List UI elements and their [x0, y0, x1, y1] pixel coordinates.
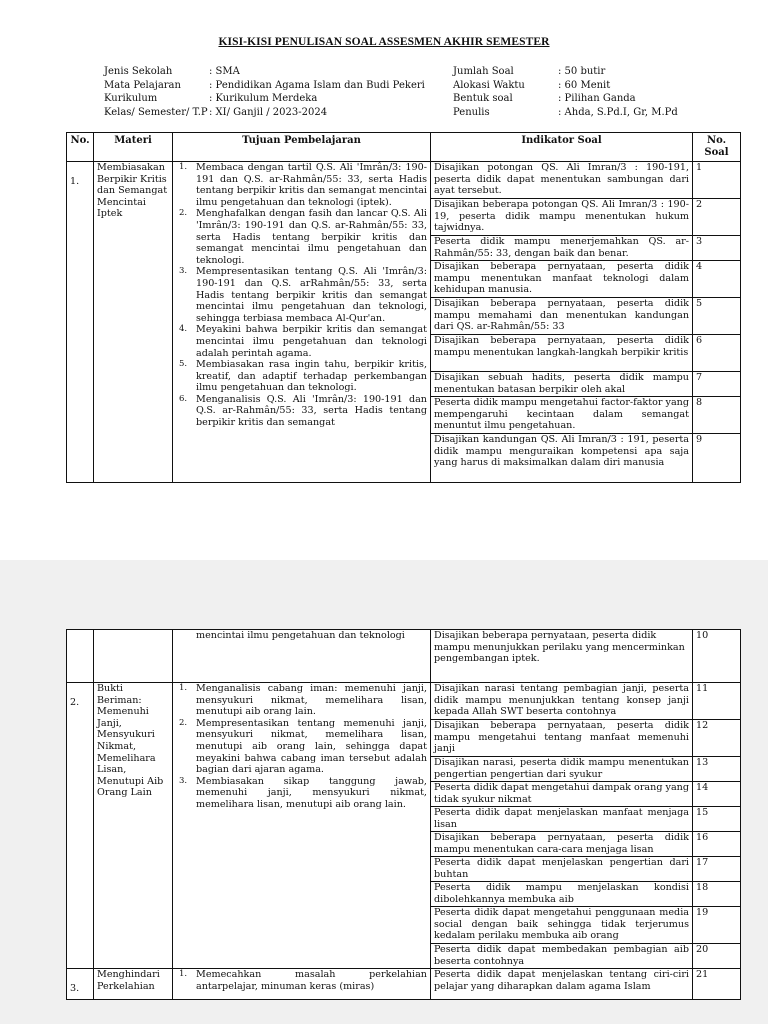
tujuan-item-text: Meyakini bahwa berpikir kritis dan semangat mencintai ilmu pengetahuan dan teknologi adalah perintah agama.: [196, 324, 427, 359]
tujuan-item: [179, 717, 427, 776]
no-soal-item: 2: [693, 199, 740, 236]
meta-value: : Ahda, S.Pd.I, Gr, M.Pd: [558, 106, 678, 118]
no-soal-item: 17: [693, 857, 740, 882]
tujuan-cell: [173, 683, 431, 969]
no-soal-item: 3: [693, 236, 740, 261]
meta-row: [104, 92, 425, 106]
tujuan-item-text: Mempresentasikan tentang Q.S. Ali 'Imrân/3: 190-191 dan Q.S. arRahmân/55: 33, serta Hadis tentang berpikir kritis dan semangat mencintai ilmu pengetahuan dan teknologi, sehingga terbiasa membaca Al-Qur'an.: [196, 266, 427, 324]
tujuan-item-number: 1.: [179, 969, 188, 979]
meta-key: Kurikulum: [104, 93, 158, 104]
header-materi: Materi: [94, 133, 173, 162]
indikator-item: Peserta didik mampu menerjemahkan QS. ar-Rahmân/55: 33, dengan baik dan benar.: [431, 236, 692, 261]
indikator-item: Disajikan narasi, peserta didik mampu menentukan pengertian pengertian dari syukur: [431, 757, 692, 782]
row-number: [67, 630, 94, 683]
indikator-item: Disajikan beberapa pernyataan, peserta didik mampu menentukan manfaat teknologi dalam kehidupan manusia.: [431, 261, 692, 298]
row-number: 3.: [67, 969, 94, 1000]
tujuan-item-text: Menganalisis cabang iman: memenuhi janji, mensyukuri nikmat, memelihara lisan, menutupi aib orang lain.: [196, 683, 427, 718]
tujuan-item: [179, 162, 427, 208]
tujuan-item-number: 5.: [179, 359, 188, 370]
no-soal-item: 21: [696, 969, 709, 980]
no-soal-item: 14: [693, 782, 740, 807]
meta-key: Kelas/ Semester/ T.P: [104, 106, 208, 118]
no-soal-item: 5: [693, 298, 740, 335]
no-soal-item: 7: [693, 372, 740, 397]
table-header-row: [67, 133, 741, 162]
meta-key: Alokasi Waktu: [453, 79, 525, 91]
document-title: KISI-KISI PENULISAN SOAL ASSESMEN AKHIR SEMESTER: [218, 36, 550, 48]
tujuan-item-text: Membaca dengan tartil Q.S. Ali 'Imrân/3: 190-191 dan Q.S. ar-Rahmân/55: 33, serta Hadis tentang berpikir kritis dan semangat mencintai ilmu pengetahuan dan teknologi (iptek).: [196, 162, 427, 208]
indikator-cell: [431, 683, 693, 969]
no-soal-cell: [693, 683, 741, 969]
materi-cell: Membiasakan Berpikir Kritis dan Semangat Mencintai Iptek: [94, 162, 173, 483]
meta-row: [104, 79, 425, 93]
tujuan-item-number: 3.: [179, 775, 188, 786]
no-soal-item: 12: [693, 720, 740, 757]
indikator-item: Peserta didik dapat menjelaskan manfaat menjaga lisan: [431, 807, 692, 832]
tujuan-item-number: 6.: [179, 393, 188, 404]
header-no-soal: No. Soal: [693, 133, 741, 162]
indikator-cell: [431, 162, 693, 483]
tujuan-cell: [173, 630, 431, 683]
indikator-item: Disajikan beberapa pernyataan, peserta didik mampu memahami dan menentukan kandungan dari QS. ar-Rahmân/55: 33: [431, 298, 692, 335]
tujuan-item-text: Membiasakan rasa ingin tahu, berpikir kritis, kreatif, dan adaptif terhadap perkembangan ilmu pengetahuan dan teknologi.: [196, 359, 427, 394]
no-soal-cell: [693, 162, 741, 483]
meta-value: : XI/ Ganjil / 2023-2024: [209, 106, 328, 118]
indikator-item: Peserta didik dapat menjelaskan tentang ciri-ciri pelajar yang diharapkan dalam agama Islam: [434, 969, 689, 992]
no-soal-item: 19: [693, 907, 740, 944]
header-tujuan: Tujuan Pembelajaran: [173, 133, 431, 162]
header-indikator: Indikator Soal: [431, 133, 693, 162]
indikator-cell: [431, 969, 693, 1000]
indikator-item: Peserta didik mampu menjelaskan kondisi dibolehkannya membuka aib: [431, 882, 692, 907]
tujuan-item: [179, 359, 427, 394]
indikator-item: Disajikan potongan QS. Ali Imran/3 : 190-191, peserta didik dapat menentukan sambungan dari ayat tersebut.: [431, 162, 692, 199]
meta-right: [453, 65, 678, 119]
indikator-item: Peserta didik mampu mengetahui factor-faktor yang mempengaruhi kecintaan dalam semangat menuntut ilmu pengetahuan.: [431, 397, 692, 434]
tujuan-cell: [173, 162, 431, 483]
indikator-item: Disajikan kandungan QS. Ali Imran/3 : 191, peserta didik mampu menguraikan kompetensi apa saja yang harus di maksimalkan dalam diri manusia: [434, 434, 689, 469]
indikator-cell: Disajikan beberapa pernyataan, peserta didik mampu menunjukkan perilaku yang mencerminkan pengembangan iptek.: [431, 630, 693, 683]
indikator-item: Disajikan beberapa pernyataan, peserta didik mampu menentukan langkah-langkah berpikir kritis: [431, 335, 692, 372]
no-soal-item: 18: [693, 882, 740, 907]
no-soal-item: 11: [693, 683, 740, 720]
tujuan-item-number: 3.: [179, 266, 188, 277]
table-row-continuation: [67, 630, 741, 683]
tujuan-item-number: 2.: [179, 717, 188, 728]
meta-value: : SMA: [209, 66, 240, 77]
tujuan-continuation-text: mencintai ilmu pengetahuan dan teknologi: [196, 630, 405, 641]
grid-table-page-1: [66, 132, 741, 483]
no-soal-item: 15: [693, 807, 740, 832]
materi-cell: Bukti Beriman: Memenuhi Janji, Mensyukuri Nikmat, Memelihara Lisan, Menutupi Aib Orang Lain: [94, 683, 173, 969]
tujuan-item-number: 4.: [179, 324, 188, 335]
meta-row: [453, 106, 678, 120]
indikator-item: Peserta didik dapat mengetahui dampak orang yang tidak syukur nikmat: [431, 782, 692, 807]
meta-value: : 60 Menit: [558, 79, 611, 91]
header-no: No.: [67, 133, 94, 162]
indikator-item: Disajikan beberapa pernyataan, peserta didik mampu menentukan cara-cara menjaga lisan: [431, 832, 692, 857]
no-soal-item: 4: [693, 261, 740, 298]
no-soal-item: 6: [693, 335, 740, 372]
tujuan-item: [179, 683, 427, 718]
indikator-item: Disajikan beberapa potongan QS. Ali Imran/3 : 190-19, peserta didik mampu menentukan hukum tajwidnya.: [431, 199, 692, 236]
meta-value: : Pendidikan Agama Islam dan Budi Pekeri: [209, 79, 425, 91]
page-2: [0, 560, 768, 1024]
tujuan-item-text: Menganalisis Q.S. Ali 'Imrân/3: 190-191 dan Q.S. ar-Rahmân/55: 33, serta Hadis tentang berpikir kritis dan semangat: [196, 393, 427, 429]
no-soal-cell: 10: [693, 630, 741, 683]
indikator-item: Peserta didik dapat membedakan pembagian aib beserta contohnya: [434, 944, 689, 967]
meta-value: : Pilihan Ganda: [558, 93, 636, 104]
meta-left: [104, 65, 425, 119]
meta-row: [104, 106, 425, 120]
meta-value: : Kurikulum Merdeka: [209, 93, 318, 104]
meta-row: [453, 65, 678, 79]
tujuan-item-text: Mempresentasikan tentang memenuhi janji, mensyukuri nikmat, memelihara lisan, menutupi aib orang lain, sehingga dapat meyakini bahwa cabang iman tersebut adalah bagian dari ajaran agama.: [196, 717, 427, 776]
tujuan-item-text: Membiasakan sikap tanggung jawab, memenuhi janji, mensyukuri nikmat, memelihara lisan, menutupi aib orang lain.: [196, 775, 427, 810]
indikator-item: Disajikan beberapa pernyataan, peserta didik mampu mengetahui tentang manfaat memenuhi janji: [431, 720, 692, 757]
no-soal-cell: [693, 969, 741, 1000]
tujuan-list: [176, 162, 427, 429]
meta-key: Mata Pelajaran: [104, 79, 181, 91]
table-row: [67, 162, 741, 483]
tujuan-item: [179, 208, 427, 266]
no-soal-item: 8: [693, 397, 740, 434]
tujuan-item: [179, 969, 427, 992]
no-soal-item: 1: [693, 162, 740, 199]
no-soal-item: 13: [693, 757, 740, 782]
no-soal-item: 20: [696, 944, 709, 955]
tujuan-item: [179, 324, 427, 359]
tujuan-item: [179, 775, 427, 811]
materi-cell: Menghindari Perkelahian: [94, 969, 173, 1000]
tujuan-item-number: 1.: [179, 162, 188, 172]
meta-row: [453, 92, 678, 106]
table-row: [67, 683, 741, 969]
no-soal-item: 16: [693, 832, 740, 857]
indikator-item: Peserta didik dapat menjelaskan pengertian dari buhtan: [431, 857, 692, 882]
meta-key: Penulis: [453, 106, 490, 118]
tujuan-item-number: 1.: [179, 683, 188, 693]
meta-key: Jumlah Soal: [453, 66, 514, 77]
tujuan-cell: [173, 969, 431, 1000]
indikator-item: Disajikan sebuah hadits, peserta didik mampu menentukan batasan berpikir oleh akal: [431, 372, 692, 397]
tujuan-item: [179, 266, 427, 324]
row-number: 1.: [67, 162, 94, 483]
row-number: 2.: [67, 683, 94, 969]
meta-row: [453, 79, 678, 93]
grid-table-page-2: [66, 629, 741, 1000]
meta-row: [104, 65, 425, 79]
meta-key: Jenis Sekolah: [104, 66, 173, 77]
no-soal-item: 9: [696, 434, 703, 445]
materi-cell: [94, 630, 173, 683]
indikator-item: Peserta didik dapat mengetahui penggunaan media social dengan baik sehingga tidak terjerumus kedalam perilaku membuka aib orang: [431, 907, 692, 944]
tujuan-item-number: 2.: [179, 208, 188, 219]
tujuan-list: [176, 969, 427, 992]
tujuan-item-text: Menghafalkan dengan fasih dan lancar Q.S. Ali 'Imrân/3: 190-191 dan Q.S. ar-Rahmân/55: 33, serta Hadis tentang berpikir kritis dan semangat mencintai ilmu pengetahuan dan teknologi.: [196, 208, 427, 266]
tujuan-list: [176, 683, 427, 811]
table-row: [67, 969, 741, 1000]
meta-key: Bentuk soal: [453, 93, 513, 104]
tujuan-item: [179, 393, 427, 429]
meta-value: : 50 butir: [558, 66, 606, 77]
indikator-item: Disajikan narasi tentang pembagian janji, peserta didik mampu menunjukkan tentang konsep janji kepada Allah SWT beserta contohnya: [431, 683, 692, 720]
tujuan-item-text: Memecahkan masalah perkelahian antarpelajar, minuman keras (miras): [196, 969, 427, 992]
